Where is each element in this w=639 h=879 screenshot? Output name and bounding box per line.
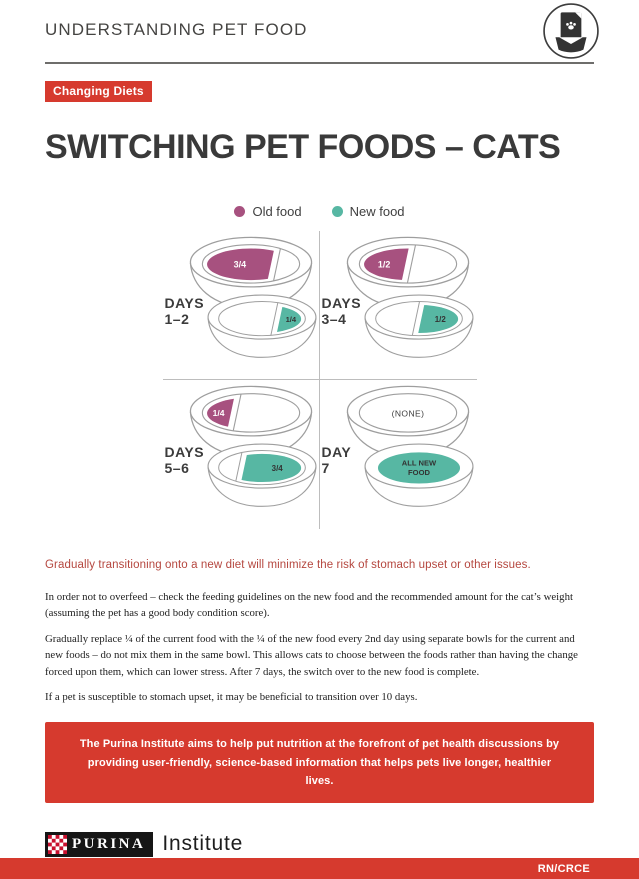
transition-diagram: [163, 231, 477, 529]
paragraph: If a pet is susceptible to stomach upset, it may be beneficial to transition over 10 days.: [45, 691, 418, 704]
body-copy: [45, 589, 594, 705]
new-portion-label: 3/4: [271, 464, 283, 474]
new-food-bowl: [362, 292, 476, 362]
old-portion-label: 3/4: [233, 259, 246, 270]
old-portion-label: 1/4: [212, 407, 224, 418]
new-portion-label: 1/2: [434, 315, 446, 325]
brand-suffix: Institute: [162, 832, 244, 856]
old-food-dot-icon: [234, 206, 245, 217]
quadrant-days-5-6: [163, 380, 320, 529]
new-portion-label-line1: ALL NEW: [401, 458, 436, 468]
checkerboard-icon: [48, 835, 67, 854]
document-code: RN/CRCE: [537, 862, 590, 875]
new-food-bowl: [205, 441, 319, 511]
legend-new-label: New food: [349, 204, 405, 219]
paragraph: Gradually replace ¼ of the current food with the ¼ of the new food every 2nd day using separate bowls for the current and new foods – do not mix them in the same bowl. This allows cats to choose between the foods rather than having the change forced upon them, which can lower stress. After 7 days, the switch over to the new food is complete.: [45, 632, 578, 678]
quadrant-label: DAY 7: [321, 444, 352, 477]
header-divider: [45, 62, 594, 64]
quadrant-days-1-2: [163, 231, 320, 380]
mission-banner: The Purina Institute aims to help put nutrition at the forefront of pet health discussions by providing user-friendly, science-based information that helps pets live longer, healthier lives.: [45, 722, 594, 802]
new-food-dot-icon: [332, 206, 343, 217]
pet-food-bowl-icon: [542, 2, 600, 60]
quadrant-label: DAYS 5–6: [164, 444, 205, 477]
section-badge: Changing Diets: [45, 81, 152, 102]
quadrant-day-7: [320, 380, 477, 529]
quadrant-days-3-4: [320, 231, 477, 380]
legend-new-food: [332, 204, 405, 219]
old-portion-label: (NONE): [391, 408, 424, 419]
purina-logo: [45, 832, 153, 857]
highlight-sentence: Gradually transitioning onto a new diet will minimize the risk of stomach upset or other issues.: [45, 559, 531, 571]
page-title: SWITCHING PET FOODS – CATS: [45, 128, 561, 166]
header: [45, 0, 594, 62]
legend-old-food: [234, 204, 301, 219]
header-title: UNDERSTANDING PET FOOD: [45, 20, 308, 39]
new-portion-label: 1/4: [285, 315, 296, 325]
legend-old-label: Old food: [252, 204, 302, 219]
paragraph: In order not to overfeed – check the feeding guidelines on the new food and the recommended amount for the cat’s weight (assuming the pet has a good body condition score).: [45, 591, 573, 620]
quadrant-label: DAYS 1–2: [164, 295, 205, 328]
new-food-bowl: [205, 292, 319, 362]
new-portion-label-line2: FOOD: [407, 467, 430, 477]
quadrant-label: DAYS 3–4: [321, 295, 362, 328]
bottom-bar: [0, 858, 639, 879]
new-food-bowl-full: [362, 441, 476, 511]
brand-name: PURINA: [72, 835, 146, 852]
old-portion-label: 1/2: [377, 259, 390, 270]
legend: [0, 204, 639, 219]
